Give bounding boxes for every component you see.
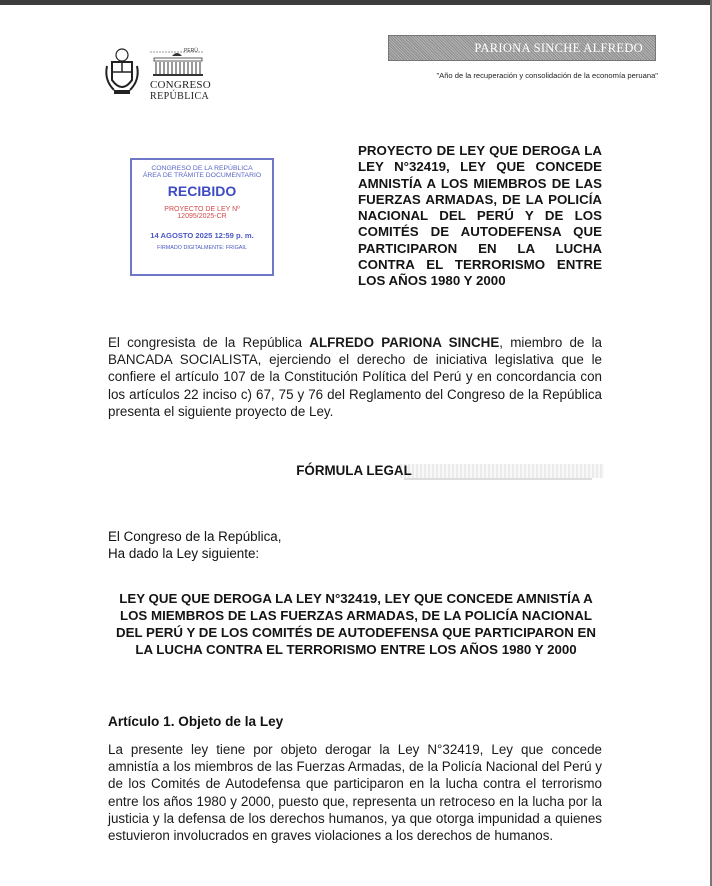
congress-line-2: Ha dado la Ley siguiente: [108,546,260,561]
window-top-border [0,0,712,5]
stamp-line-1: CONGRESO DE LA REPÚBLICA [151,165,253,172]
congress-logo [104,46,214,106]
scan-artifact-line [404,478,592,480]
stamp-date-time: 14 AGOSTO 2025 12:59 p. m. [150,231,254,240]
intro-paragraph [108,334,602,420]
stamp-line-2: ÁREA DE TRÁMITE DOCUMENTARIO [142,172,262,179]
formula-legal-heading: FÓRMULA LEGAL [296,463,412,478]
law-title: LEY QUE QUE DEROGA LA LEY N°32419, LEY QUE CONCEDE AMNISTÍA A LOS MIEMBROS DE LAS FUERZAS ARMADAS, DE LA POLICÍA NACIONAL DEL PERÚ Y DE LOS COMITÉS DE AUTODEFENSA QUE PARTICIPARON EN LA LUCHA CONTRA EL TERRORISMO ENTRE LOS AÑOS 1980 Y 2000 [116,591,596,657]
congressman-name-banner [388,35,656,61]
article-1-body: La presente ley tiene por objeto derogar la Ley N°32419, Ley que concede amnistía a los miembros de las Fuerzas Armadas, de la Policía Nacional del Perú y de los Comités de Autodefensa que participaron en la lucha contra el terrorismo entre los años 1980 y 2000, puesto que, representa un retroceso en la lucha por la justicia y la defensa de los derechos humanos, ya que otorga impunidad a quienes estuvieron involucrados en graves violaciones a los derechos de humanos. [108,742,602,844]
intro-text-after: , miembro de la BANCADA SOCIALISTA, ejerciendo el derecho de iniciativa legislativa que le confiere el artículo 107 de la Constitución Política del Perú y en concordancia con los artículos 22 inciso c) 67, 75 y 76 del Reglamento del Congreso de la República presenta el siguiente proyecto de Ley. [108,335,602,419]
intro-text-before: El congresista de la República [108,335,310,350]
article-1-heading: Artículo 1. Objeto de la Ley [108,714,284,729]
logo-word-congreso: CONGRESO [150,79,211,91]
formula-legal-section [104,460,604,482]
logo-word-republica: REPÚBLICA [150,91,210,102]
stamp-project-number: 12095/2025-CR [177,213,227,220]
stamp-status: RECIBIDO [167,183,237,199]
stamp-signature: FIRMADO DIGITALMENTE: FRIGAIL [157,245,247,251]
congressman-name: PARIONA SINCHE ALFREDO [474,40,643,55]
congress-line-1: El Congreso de la República, [108,529,282,544]
congress-decree [108,528,281,562]
document-title: PROYECTO DE LEY QUE DEROGA LA LEY N°32419, LEY QUE CONCEDE AMNISTÍA A LOS MIEMBROS DE LAS FUERZAS ARMADAS, DE LA POLICÍA NACIONAL DEL PERÚ Y DE LOS COMITÉS DE AUTODEFENSA QUE PARTICIPARON EN LA LUCHA CONTRA EL TERRORISMO ENTRE LOS AÑOS 1980 Y 2000 [358,143,602,289]
year-motto: "Año de la recuperación y consolidación de la economía peruana" [436,71,658,80]
stamp-project-label: PROYECTO DE LEY Nº [164,206,240,213]
intro-congressman-name: ALFREDO PARIONA SINCHE [309,335,500,350]
reception-stamp [130,158,274,276]
logo-country-label: PERÚ [184,48,198,54]
